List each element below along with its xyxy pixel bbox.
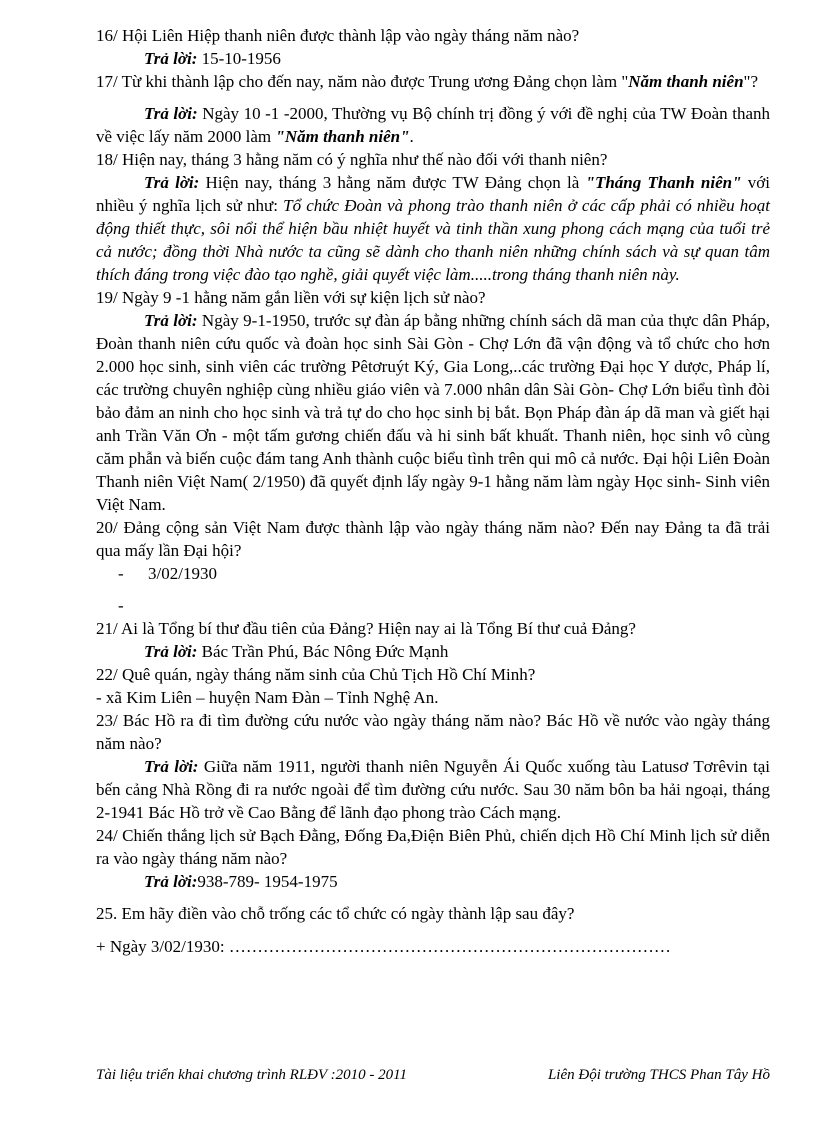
question-17: 17/ Từ khi thành lập cho đến nay, năm nào được Trung ương Đảng chọn làm "Năm thanh niên"? [96,72,759,91]
answer-label: Trả lời: [144,49,198,68]
answer-label: Trả lời: [144,311,198,330]
question-21: 21/ Ai là Tổng bí thư đầu tiên của Đảng? Hiện nay ai là Tổng Bí thư cuả Đảng? [96,619,636,638]
bullet-dash: - [118,596,124,615]
fill-in-line: + Ngày 3/02/1930: …………………………………………………………………… [96,937,671,956]
answer-16: Trả lời: 15-10-1956 [144,49,281,68]
question-19: 19/ Ngày 9 -1 hằng năm gắn liền với sự kiện lịch sử nào? [96,288,486,307]
list-item [118,594,770,617]
footer-right: Liên Đội trường THCS Phan Tây Hồ [547,1067,770,1083]
question-23: 23/ Bác Hồ ra đi tìm đường cứu nước vào ngày tháng năm nào? Bác Hồ về nước vào ngày tháng năm nào? [96,711,770,753]
question-18: 18/ Hiện nay, tháng 3 hằng năm có ý nghĩa như thế nào đối với thanh niên? [96,150,608,169]
footer-left: Tài liệu triển khai chương trình RLĐV :2010 - 2011 [96,1067,408,1083]
answer-21: Trả lời: Bác Trần Phú, Bác Nông Đức Mạnh [144,642,449,661]
question-20: 20/ Đảng cộng sản Việt Nam được thành lập vào ngày tháng năm nào? Đến nay Đảng ta đã trải qua mấy lần Đại hội? [96,518,770,560]
document-body [96,24,770,958]
bullet-dash: - [118,564,124,583]
answer-19: Trả lời: Ngày 9-1-1950, trước sự đàn áp bằng những chính sách dã man của thực dân Pháp, Đoàn thanh niên cứu quốc và đoàn học sinh Sài Gòn - Chợ Lớn đã vận động và tổ chức cho hơn 2.000 học sinh, sinh viên các trường Pêtơruýt Ký, Gia Long,..các trường Đại học Y dược, Pháp lí, các trường chuyên nghiệp cùng nhiều giáo viên và 7.000 nhân dân Sài Gòn- Chợ Lớn biểu tình đòi bảo đảm an ninh cho học sinh và trả tự do cho học sinh bị bắt. Bọn Pháp đàn áp dã man và giết hại anh Trần Văn Ơn - một tấm gương chiến đấu và hi sinh bất khuất. Thanh niên, học sinh vô cùng căm phẫn và biến cuộc đám tang Anh thành cuộc biểu tình trên qui mô cả nước. Đại hội Liên Đoàn Thanh niên Việt Nam( 2/1950) đã quyết định lấy ngày 9-1 hằng năm làm ngày Học sinh- Sinh viên Việt Nam. [96,311,770,514]
question-22: 22/ Quê quán, ngày tháng năm sinh của Chủ Tịch Hồ Chí Minh? [96,665,536,684]
answer-24: Trả lời:938-789- 1954-1975 [144,872,338,891]
answer-18: Trả lời: Hiện nay, tháng 3 hằng năm được TW Đảng chọn là "Tháng Thanh niên" với nhiều ý nghĩa lịch sử như: Tổ chức Đoàn và phong trào thanh niên ở các cấp phải có nhiều hoạt động thiết thực, sôi nổi thể hiện bầu nhiệt huyết và tinh thần xung phong cách mạng của tuổi trẻ cả nước; đồng thời Nhà nước ta cũng sẽ dành cho thanh niên những chính sách và sự quan tâm thích đáng trong việc đào tạo nghề, giải quyết việc làm.....trong tháng thanh niên này. [96,173,770,284]
answer-label: Trả lời: [144,173,200,192]
list-item: - 3/02/1930 [118,564,217,583]
answer-label: Trả lời: [144,757,199,776]
question-25: 25. Em hãy điền vào chỗ trống các tổ chức có ngày thành lập sau đây? [96,904,575,923]
answer-23: Trả lời: Giữa năm 1911, người thanh niên Nguyễn Ái Quốc xuống tàu Latusơ Tơrêvin tại bến cảng Nhà Rồng đi ra nước ngoài để tìm đường cứu nước. Sau 30 năm bôn ba hải ngoại, tháng 2-1941 Bác Hồ trở về Cao Bằng để lãnh đạo phong trào Cách mạng. [96,757,770,822]
page-footer [96,1067,770,1084]
question-24: 24/ Chiến thắng lịch sử Bạch Đằng, Đống Đa,Điện Biên Phủ, chiến dịch Hồ Chí Minh lịch sử diễn ra vào ngày tháng năm nào? [96,826,770,868]
answer-17: Trả lời: Ngày 10 -1 -2000, Thường vụ Bộ chính trị đồng ý với đề nghị của TW Đoàn thanh về việc lấy năm 2000 làm "Năm thanh niên". [96,104,770,146]
answer-22: - xã Kim Liên – huyện Nam Đàn – Tỉnh Nghệ An. [96,688,439,707]
answer-label: Trả lời: [144,642,198,661]
answer-label: Trả lời: [144,104,198,123]
answer-label: Trả lời: [144,872,198,891]
question-16: 16/ Hội Liên Hiệp thanh niên được thành lập vào ngày tháng năm nào? [96,26,580,45]
